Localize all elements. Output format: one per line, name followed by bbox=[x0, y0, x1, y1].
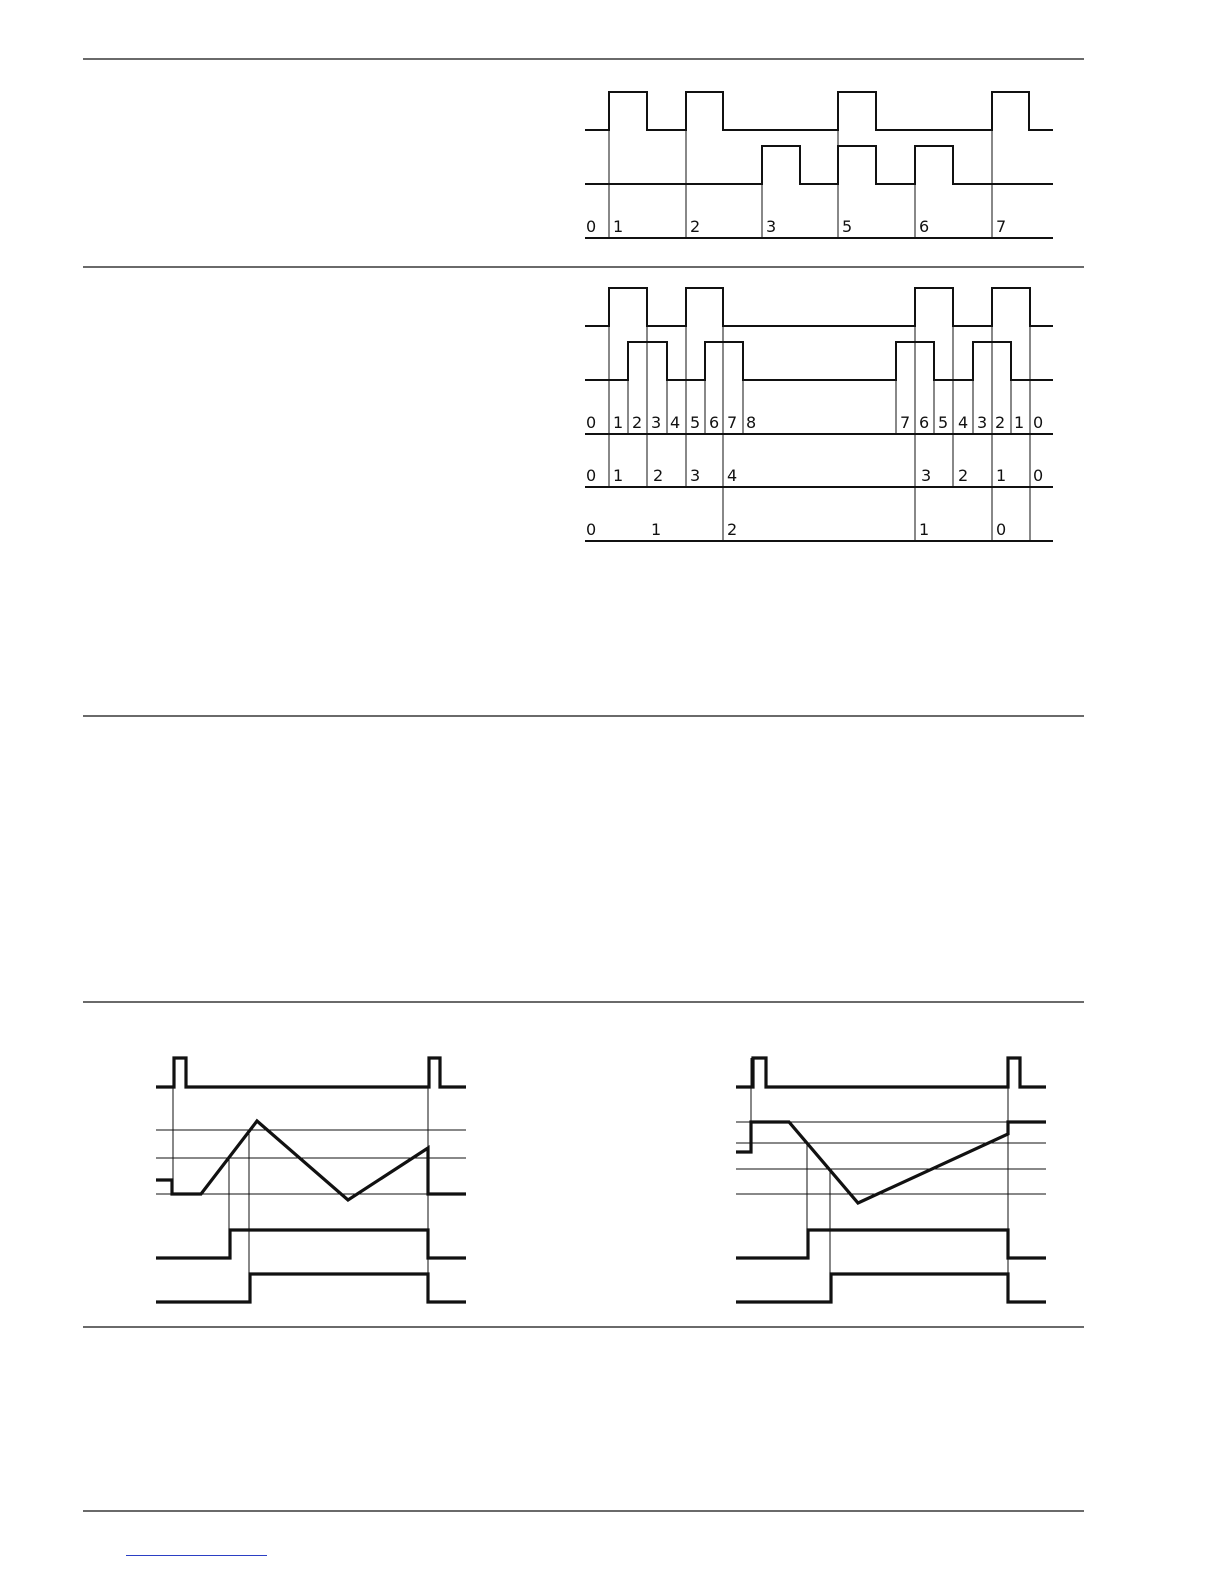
count-label: 1 bbox=[1014, 413, 1025, 432]
timing-diagram-counter-a bbox=[585, 92, 1053, 238]
signal-c-right-markers bbox=[751, 1058, 1008, 1300]
signal-c-right-output-1 bbox=[736, 1230, 1046, 1258]
signal-a-up-pulses bbox=[585, 92, 1053, 130]
count-label: 3 bbox=[766, 217, 777, 236]
timing-diagram-quadrature-b bbox=[585, 288, 1053, 541]
count-label: 3 bbox=[977, 413, 988, 432]
count-label: 5 bbox=[938, 413, 949, 432]
count-label: 6 bbox=[919, 217, 930, 236]
count-label: 6 bbox=[919, 413, 930, 432]
count-label: 0 bbox=[996, 520, 1007, 539]
count-label: 2 bbox=[632, 413, 643, 432]
section-rules bbox=[83, 59, 1084, 1511]
signal-c-left-output-2 bbox=[156, 1274, 466, 1302]
count-label: 2 bbox=[653, 466, 664, 485]
count-label: 4 bbox=[670, 413, 681, 432]
count-label: 6 bbox=[709, 413, 720, 432]
count-label: 0 bbox=[1033, 466, 1044, 485]
count-label: 4 bbox=[727, 466, 738, 485]
signal-c-left-output-1 bbox=[156, 1230, 466, 1258]
count-labels-b-x2 bbox=[586, 466, 1043, 485]
count-label: 1 bbox=[919, 520, 930, 539]
count-label: 2 bbox=[727, 520, 738, 539]
count-label: 3 bbox=[690, 466, 701, 485]
count-labels-b-x4 bbox=[586, 413, 1043, 432]
signal-c-left-reset-pulse bbox=[156, 1058, 466, 1087]
count-label: 8 bbox=[746, 413, 757, 432]
count-label: 1 bbox=[613, 217, 624, 236]
count-label: 0 bbox=[586, 520, 597, 539]
timing-diagram-window-right bbox=[736, 1058, 1046, 1302]
count-label: 5 bbox=[690, 413, 701, 432]
signal-b-channel-a bbox=[585, 288, 1053, 326]
signal-a-down-pulses bbox=[585, 146, 1053, 184]
count-label: 1 bbox=[613, 413, 624, 432]
count-label: 5 bbox=[842, 217, 853, 236]
signal-b-channel-b bbox=[585, 342, 1053, 380]
signal-c-right-reset-pulse bbox=[736, 1058, 1046, 1087]
count-label: 7 bbox=[727, 413, 738, 432]
count-label: 0 bbox=[1033, 413, 1044, 432]
count-label: 1 bbox=[996, 466, 1007, 485]
signal-c-left-analog bbox=[156, 1121, 466, 1200]
count-labels-a bbox=[586, 217, 1006, 236]
count-label: 1 bbox=[613, 466, 624, 485]
count-label: 0 bbox=[586, 217, 597, 236]
count-label: 7 bbox=[996, 217, 1007, 236]
count-label: 2 bbox=[690, 217, 701, 236]
count-label: 3 bbox=[651, 413, 662, 432]
count-label: 0 bbox=[586, 466, 597, 485]
signal-c-right-analog bbox=[736, 1122, 1046, 1203]
count-label: 3 bbox=[921, 466, 932, 485]
signal-c-right-output-2 bbox=[736, 1274, 1046, 1302]
footer-link-underline[interactable] bbox=[126, 1555, 267, 1556]
count-labels-b-x1 bbox=[586, 520, 1006, 539]
count-label: 1 bbox=[651, 520, 662, 539]
count-label: 2 bbox=[995, 413, 1006, 432]
count-label: 7 bbox=[900, 413, 911, 432]
count-label: 0 bbox=[586, 413, 597, 432]
count-label: 4 bbox=[958, 413, 969, 432]
count-label: 2 bbox=[958, 466, 969, 485]
timing-diagram-window-left bbox=[156, 1058, 466, 1302]
